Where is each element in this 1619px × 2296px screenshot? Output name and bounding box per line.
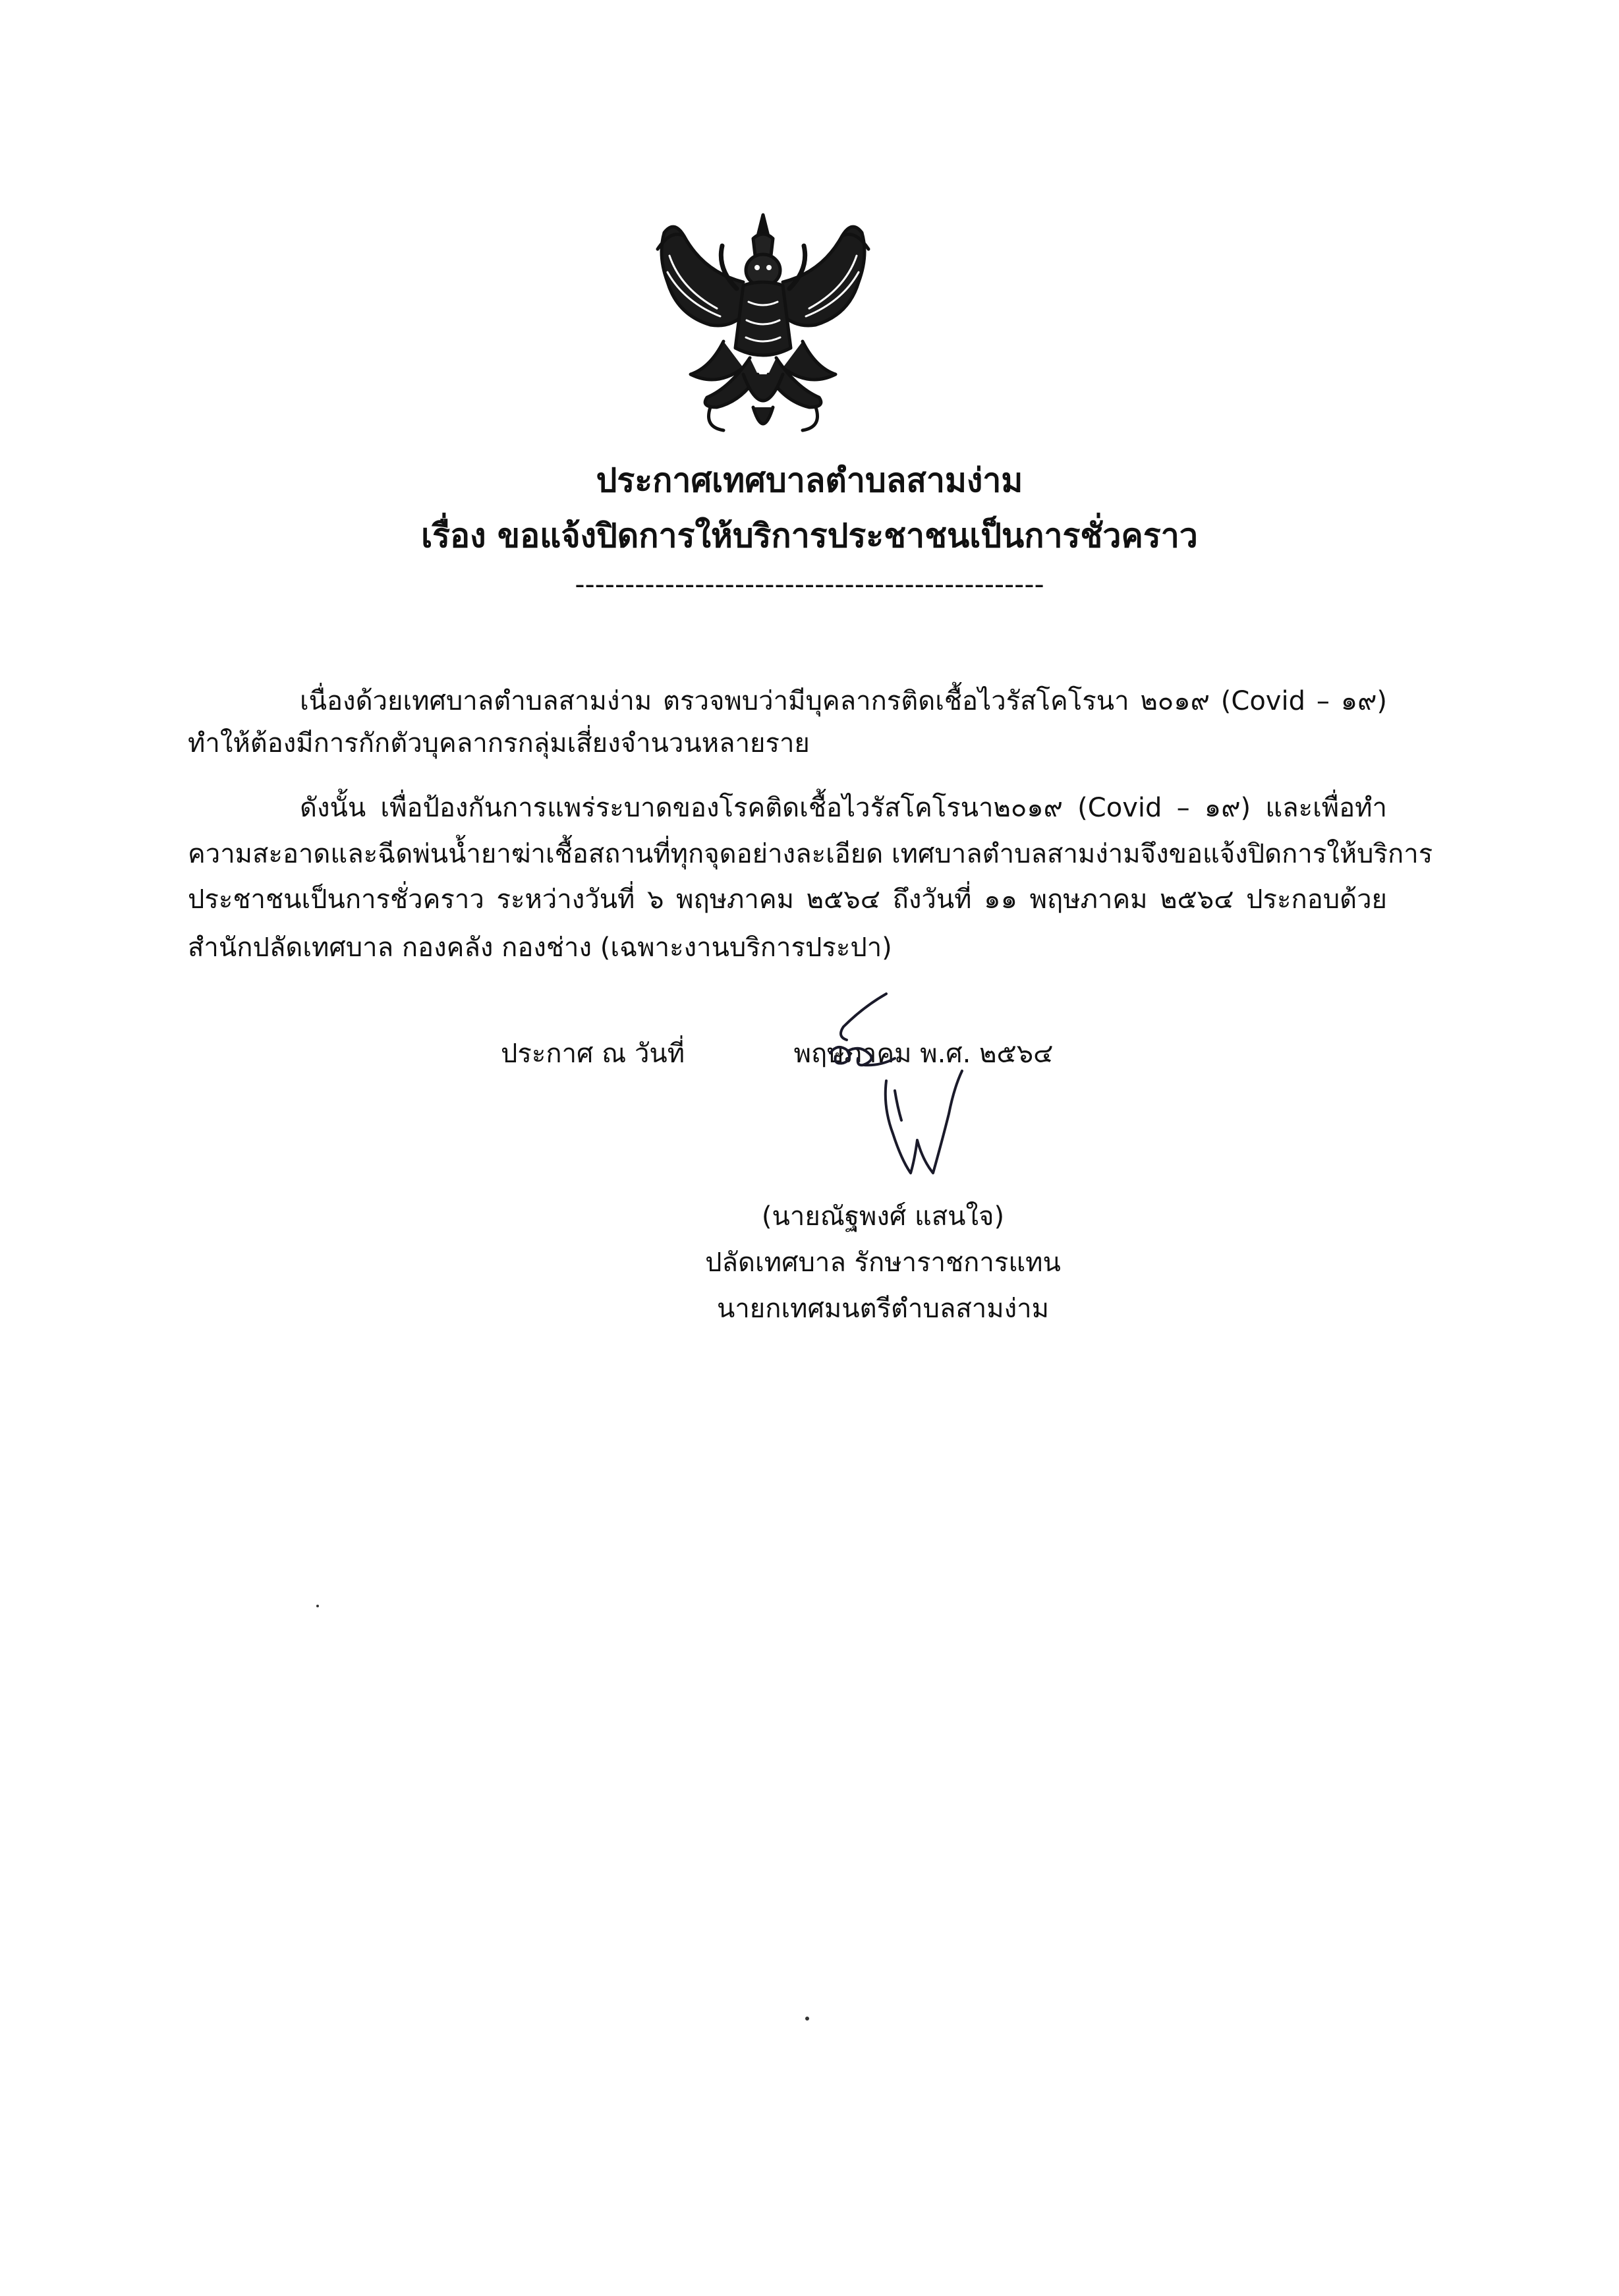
- paragraph-2-line-2: ความสะอาดและฉีดพ่นน้ำยาฆ่าเชื้อสถานที่ทุกจุดอย่างละเอียด เทศบาลตำบลสามง่ามจึงขอแจ้งปิดการให้บริการ: [188, 839, 1433, 869]
- title-divider: -----------------------------------------------: [575, 568, 1044, 600]
- signatory-position: ปลัดเทศบาล รักษาราชการแทน: [705, 1248, 1061, 1278]
- date-suffix: พฤษภาคม พ.ศ. ๒๕๖๔: [793, 1039, 1054, 1069]
- date-prefix: ประกาศ ณ วันที่: [501, 1039, 685, 1069]
- paragraph-2-line-4: สำนักปลัดเทศบาล กองคลัง กองช่าง (เฉพาะงานบริการประปา): [188, 933, 892, 963]
- scan-speck: [805, 2017, 809, 2021]
- paragraph-1-line-2: ทำให้ต้องมีการกักตัวบุคลากรกลุ่มเสี่ยงจำนวนหลายราย: [188, 728, 810, 759]
- signatory-organization: นายกเทศมนตรีตำบลสามง่าม: [716, 1294, 1049, 1324]
- garuda-emblem-icon: [644, 210, 882, 453]
- subject-line: เรื่อง ขอแจ้งปิดการให้บริการประชาชนเป็นการชั่วคราว: [421, 517, 1198, 555]
- signature-mark: [870, 1061, 982, 1180]
- paragraph-2-line-3: ประชาชนเป็นการชั่วคราว ระหว่างวันที่ ๖ พฤษภาคม ๒๕๖๔ ถึงวันที่ ๑๑ พฤษภาคม ๒๕๖๔ ประกอบด้วย: [188, 884, 1387, 915]
- paragraph-1-line-1: เนื่องด้วยเทศบาลตำบลสามง่าม ตรวจพบว่ามีบุคลากรติดเชื้อไวรัสโคโรนา ๒๐๑๙ (Covid – ๑๙): [300, 686, 1387, 716]
- paragraph-2-line-1: ดังนั้น เพื่อป้องกันการแพร่ระบาดของโรคติดเชื้อไวรัสโคโรนา๒๐๑๙ (Covid – ๑๙) และเพื่อทำ: [300, 793, 1387, 823]
- scan-speck: [316, 1605, 319, 1607]
- signatory-name: (นายณัฐพงศ์ แสนใจ): [761, 1201, 1005, 1232]
- page-title: ประกาศเทศบาลตำบลสามง่าม: [596, 461, 1023, 500]
